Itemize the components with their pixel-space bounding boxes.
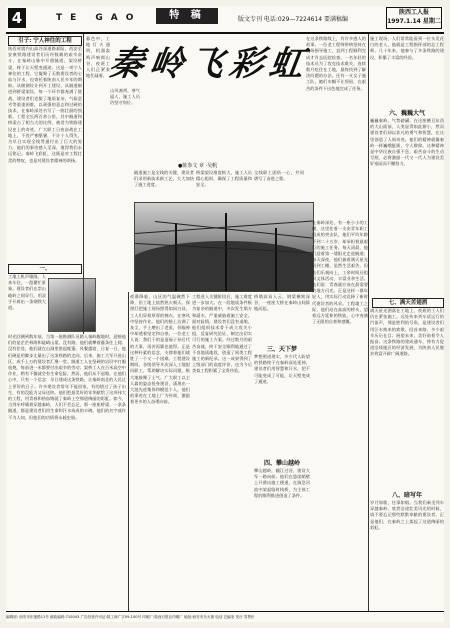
left-column-text-2: 工地上机声隆隆，人来车往，一派繁忙景象。建设者们在崇山峻岭之间穿行，用双手开辟出一条钢铁大道。 [8,274,46,311]
section-title-eight: 八、暗写年 [391,492,422,499]
center-col-a-top: 隧道施工是全线的关键，建设者们采用新技术新工艺，大大加快了施工进度。 [134,170,194,188]
column-rule [83,34,84,334]
center-bottom-col-3a: 桥墩高耸入云，钢梁横跨深谷，一座座大桥在秦岭山间拔地而起。 [254,294,310,312]
section-title-six: 六、巍巍大气 [388,110,425,117]
right-col-2-bottom: 岁月如歌，往事如烟。当我们乘坐列车穿越秦岭，欣赏沿途壮美风光的时候，请不要忘记那些默默奉献的建设者。正是他们，在秦岭之上架起了这道绚丽的彩虹。 [370,500,444,530]
right-col-2-lower: 满天星光洒落在工地上，夜班的工人们仍在紧张施工。远处传来列车试运行的汽笛声，那是胜利的号角，是建设者们用汗水换来的欢歌。回首来路，多少艰辛历历在目；展望未来，美好前景令人振奋。这条铁路的建成通车，将有力促进沿线地区的经济发展，为陕南人民脱贫致富开辟广阔道路。 [370,308,444,357]
column-rule [128,292,129,612]
center-small-text: 山风凛冽，寒气逼人，施工人员仍坚守岗位。 [110,88,140,106]
masthead [386,7,442,29]
construction-photo [134,202,314,292]
page-footer: 编辑部: 西安市东莲路11号 邮政编码:710043 广告经营许可证:陕工商广字09-100号 印刷厂:陕西日报社印刷厂 地址:西安市东大街 电话 总编室 发行 零售价 [6,611,444,622]
section-title-four: 四、攀山越岭 [263,460,300,467]
section-title-one: 一、 [8,264,82,274]
right-col-2-mid: 巍巍秦岭，气势磅礴。在这座横亘东西的大山面前，人类显得如此渺小，然而建设者们却以非凡的勇气和智慧，在这里创造了人间奇迹。他们的精神就像秦岭一样巍峨挺拔，令人敬仰。这种精神是中华民族自强不息、艰苦奋斗的生动写照，必将激励一代又一代人为建设美好家园而不懈努力。 [370,118,444,167]
center-col-b-top: 桥梁架设难度极大，施工人员精心组织，确保了工程质量和安全。 [196,170,252,188]
mountain-photo-small [48,278,96,332]
center-left-narrow-text: 暮色中，工地灯火通明，机器轰鸣声响彻山谷，夜班工人们正紧张地忙碌着。 [86,36,110,79]
section-title-three: 三、天下梦 [266,346,297,353]
center-bottom-col-3b: 梦想照进现实，多少代人盼望的铁路终于在秦岭深处延伸。建设者们用智慧和汗水，把不可能变成了可能，让天堑变成了通途。 [254,354,310,384]
page-header [6,6,444,34]
section-title-intro: 引子: 宁人神往的工程 [8,36,82,46]
contact-info: 版文专刊 电话:029—7224614 要满稿编 [238,16,349,23]
center-bottom-col-3c: 攀山越岭，翻江过河，建设大军一路向前。他们在悬崖峭壁上开凿出施工便道，在湍急河流中架起临时栈桥，为主体工程的顺利推进创造了条件。 [254,468,310,498]
byline: ●陈参文 章 ·吴帆 [178,163,218,169]
section-code: TE GAO [56,13,142,23]
masthead-date: 1997.1.14 星期二 [387,18,441,25]
newspaper-page [6,6,444,622]
left-column-text-3: 时光回溯到数年前，当第一批勘测队员踏入秦岭腹地时，迎接他们的是茫茫林海和陡峭山崖。没有路，他们就攀着藤条往上爬；没有住处，他们就在山洞里搭起帐篷。风餐露宿，日复一日，他们硬是用脚步丈量出了这条铁路的走向。后来，施工大军开进山区，成千上万的建设者汇聚一堂。隧道工人在坚硬的岩层中打眼放炮，每前进一米都要付出艰辛的劳动；架桥工人在百米高空中作业，稍有不慎就会有生命危险。然而，他们从不退缩。在他们心中，只有一个信念：早日建成这条铁路，让秦岭南北的人民过上更好的日子。许多建设者常年不能回家，有的错过了孩子出生，有的没能为父母送终。他们把最美好的年华献给了这项伟大的工程，用青春和热血铸就了秦岭上空那道绚丽的彩虹。如今，当列车呼啸着穿越秦岭，人们不会忘记，那一座座桥梁、一条条隧道，都是建设者们用生命和汗水筑成的丰碑。他们的名字或许不为人知，但他们的功绩将永载史册。 [8,334,126,420]
center-right-text: 在这条铁路线上，有许多感人的故事。一位老工程师带病坚持在现场指导施工，直到工程顺利完成才肯去医院检查。一名年轻的技术员为了攻克技术难关，连续数月吃住在工地，最终找到了解决问题的办法。还有一支女子施工队，她们巾帼不让须眉，在艰苦的条件下出色地完成了任务。 [306,36,366,91]
column-rule [368,34,369,612]
left-column-text: 陕西省境内山高谷深道路艰险，西安至安康铁路建设者们历经数载的艰辛奋斗，在秦岭山脉中开凿隧道，架设桥梁，终于让天堑变通途。这是一项宁人神往的工程，它凝聚了无数建设者的心血与汗水，也寄托着陕南人民多年的期盼。从勘测设计到开工建设，从隧道掘进到桥梁架设，每一个环节都充满了挑战。建设者们克服了地质复杂、气候恶劣等重重困难，以顽强的意志和过硬的技术，在秦岭深处书写了一曲壮丽的凯歌。工程全长两百余公里，其中隧道和桥梁占了相当大的比例，被誉为铁路建设史上的奇迹。广大职工日夜奋战在工地上，不畏严寒酷暑，不计个人得失，为早日实现全线贯通付出了巨大的努力。他们的事迹感人至深，值得我们永远铭记。秦岭飞彩虹，这既是对工程壮美的赞叹，也是对建设者精神的颂扬。 [8,46,82,163]
article-title: 秦岭飞彩虹 [106,44,313,84]
masthead-title: 陕西工人报 [398,9,429,16]
center-bottom-col-1: 夜幕降临，山区的气温骤然下降，但工地上依然热火朝天。探照灯把施工现场照得如同白昼，工人们穿着厚厚的棉衣，在寒风中坚持作业。他们的脸上沾满了灰尘，手上磨出了老茧，但眼神中却透着坚定和自豪。一位老工人说：我们干的是造福子孙后代的大事，再苦再累也值得。正是这种朴素的信念，支撑着他们战胜了一个又一个困难。工程建设期间，各级领导多次深入工地慰问职工，帮助解决实际问题，极大地鼓舞了士气。广大职工以主人翁的姿态投身建设，涌现出一大批先进集体和模范个人。他们的事迹在工地上广为传颂，激励着更多的人奋勇向前。 [130,294,190,405]
section-name: 特 稿 [156,8,218,24]
right-col-2-top: 施工现场，人们常常能看到一位头发花白的老人，他就是工程指挥部的总工程师。几十年来，他参与了多条铁路的建设，积累了丰富的经验。 [370,36,444,60]
page-number: 4 [8,8,26,28]
center-col-c-top: 全线职工团结一心，共同谱写了奋进之歌。 [254,170,304,182]
section-title-seven: 七、满天苦翅洒 [372,298,444,308]
center-bottom-col-2: 工程进入关键阶段后，施工难度进一步加大。在一段地质条件极为复杂的隧道中，多次发生塌方和涌水，严重威胁着施工安全。面对险情，建设者们没有退缩，他们组织技术骨干成立攻关小组，反复研究论证，制定出切实可行的施工方案。经过数月的艰苦奋战，终于安全顺利地通过了不良地质地段，创造了同类工程施工的新纪录。这一成果得到了上级部门的高度评价，也为今后类似工程积累了宝贵经验。 [192,294,252,374]
right-col-1: 在秦岭深处，有一座小小的工棚，这里住着一支由青年职工组成的突击队。他们平均年龄不到二十五岁，却承担着最艰巨的施工任务。每天清晨，他们迎着第一缕阳光走进隧道；每天深夜，他们披着满天星光回到工棚。虽然生活艰苦，但他们乐观向上，工余时间还组织文体活动，丰富业余生活。他们说：青春就应该在最需要的地方闪光。正是这样一群年轻人，用实际行动诠释了新时代建设者的风采。工程竣工之际，他们站在高高的桥头，望着远方延伸的铁轨，心中充满了无限的自豪和感慨。 [312,220,368,325]
